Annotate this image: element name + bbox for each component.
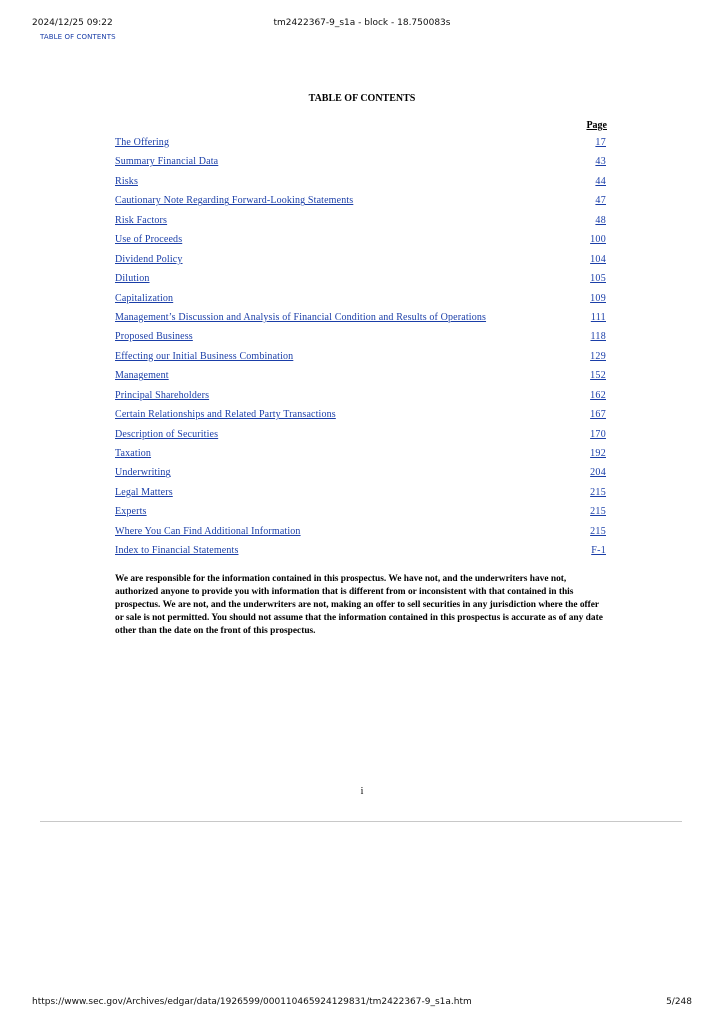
toc-entry-link[interactable]: Risks (115, 175, 138, 187)
toc-entry-link[interactable]: Proposed Business (115, 331, 193, 343)
toc-page-link[interactable]: 111 (590, 311, 606, 323)
toc-page-link[interactable]: 215 (590, 525, 606, 537)
toc-entry-link[interactable]: Use of Proceeds (115, 234, 183, 246)
toc-entry-link[interactable]: Legal Matters (115, 486, 173, 498)
toc-page-link[interactable]: 204 (590, 467, 606, 479)
toc-row (115, 331, 606, 350)
toc-entry-link[interactable]: Capitalization (115, 292, 174, 304)
toc-entry-link[interactable]: Description of Securities (115, 428, 219, 440)
toc-page-link[interactable]: 192 (590, 448, 606, 459)
print-document-title: tm2422367-9_s1a - block - 18.750083s (273, 18, 451, 28)
toc-entry-link[interactable]: The Offering (115, 137, 170, 148)
table-of-contents-link[interactable]: TABLE OF CONTENTS (40, 33, 116, 41)
toc-row (115, 273, 606, 292)
toc-row (115, 156, 606, 175)
print-header (0, 0, 724, 30)
toc-entry-link[interactable]: Risk Factors (115, 214, 168, 226)
toc-row (115, 526, 606, 545)
toc-page-link[interactable]: 118 (590, 331, 606, 343)
toc-row (115, 195, 606, 214)
toc-row (115, 137, 606, 156)
toc-page-link[interactable]: 170 (590, 428, 606, 440)
toc-row (115, 429, 606, 448)
toc-row (115, 487, 606, 506)
toc-page-link[interactable]: 44 (595, 175, 606, 187)
toc-page-link[interactable]: 152 (590, 370, 606, 382)
toc-page-link[interactable]: 47 (595, 195, 606, 207)
toc-page-link[interactable]: 105 (590, 273, 606, 285)
toc-row (115, 215, 606, 234)
print-footer (0, 994, 724, 1014)
toc-list (115, 137, 606, 565)
toc-row (115, 448, 606, 467)
toc-entry-link[interactable]: Where You Can Find Additional Information (115, 525, 301, 537)
toc-row (115, 409, 606, 428)
toc-entry-link[interactable]: Cautionary Note Regarding Forward-Looking Statements (115, 195, 354, 207)
print-datetime: 2024/12/25 09:22 (32, 18, 113, 28)
toc-row (115, 390, 606, 409)
toc-page-link[interactable]: 48 (595, 214, 606, 226)
toc-entry-link[interactable]: Management (115, 370, 169, 382)
toc-page-link[interactable]: 17 (595, 137, 606, 148)
toc-entry-link[interactable]: Underwriting (115, 467, 171, 479)
toc-row (115, 293, 606, 312)
toc-page-link[interactable]: 100 (590, 234, 606, 246)
toc-entry-link[interactable]: Experts (115, 506, 147, 518)
toc-entry-link[interactable]: Dilution (115, 273, 150, 285)
toc-page-link[interactable]: F-1 (591, 545, 606, 557)
toc-entry-link[interactable]: Summary Financial Data (115, 156, 219, 168)
toc-entry-link[interactable]: Index to Financial Statements (115, 545, 239, 557)
page-divider (40, 821, 682, 822)
toc-row (115, 176, 606, 195)
toc-entry-link[interactable]: Management’s Discussion and Analysis of Financial Condition and Results of Operations (115, 311, 487, 323)
print-url: https://www.sec.gov/Archives/edgar/data/1926599/000110465924129831/tm2422367-9_s1a.htm (32, 997, 472, 1007)
toc-entry-link[interactable]: Principal Shareholders (115, 389, 210, 401)
toc-page-link[interactable]: 129 (590, 350, 606, 362)
toc-page-link[interactable]: 215 (590, 486, 606, 498)
toc-entry-link[interactable]: Taxation (115, 448, 152, 459)
toc-row (115, 312, 606, 331)
toc-row (115, 351, 606, 370)
toc-row (115, 545, 606, 564)
toc-page-link[interactable]: 215 (590, 506, 606, 518)
page-column-header: Page (586, 120, 607, 131)
toc-page-link[interactable]: 43 (595, 156, 606, 168)
toc-row (115, 370, 606, 389)
toc-page-link[interactable]: 104 (590, 253, 606, 265)
toc-row (115, 254, 606, 273)
toc-row (115, 467, 606, 486)
toc-entry-link[interactable]: Effecting our Initial Business Combination (115, 350, 294, 362)
toc-row (115, 234, 606, 253)
toc-row (115, 506, 606, 525)
toc-entry-link[interactable]: Certain Relationships and Related Party Transactions (115, 409, 336, 421)
toc-page-link[interactable]: 162 (590, 389, 606, 401)
disclaimer-paragraph: We are responsible for the information contained in this prospectus. We have not, and the underwriters have not, authorized anyone to provide you with information that is different from or inconsistent with that contained in this prospectus. We are not, and the underwriters are not, making an offer to sell securities in any jurisdiction where the offer or sale is not permitted. You should not assume that the information contained in this prospectus is accurate as of any date other than the date on the front of this prospectus. (115, 574, 603, 636)
toc-page-link[interactable]: 109 (590, 292, 606, 304)
page-title: TABLE OF CONTENTS (308, 93, 416, 104)
print-page-count: 5/248 (666, 997, 692, 1007)
page-number: i (360, 786, 364, 797)
toc-entry-link[interactable]: Dividend Policy (115, 253, 183, 265)
toc-page-link[interactable]: 167 (590, 409, 606, 421)
